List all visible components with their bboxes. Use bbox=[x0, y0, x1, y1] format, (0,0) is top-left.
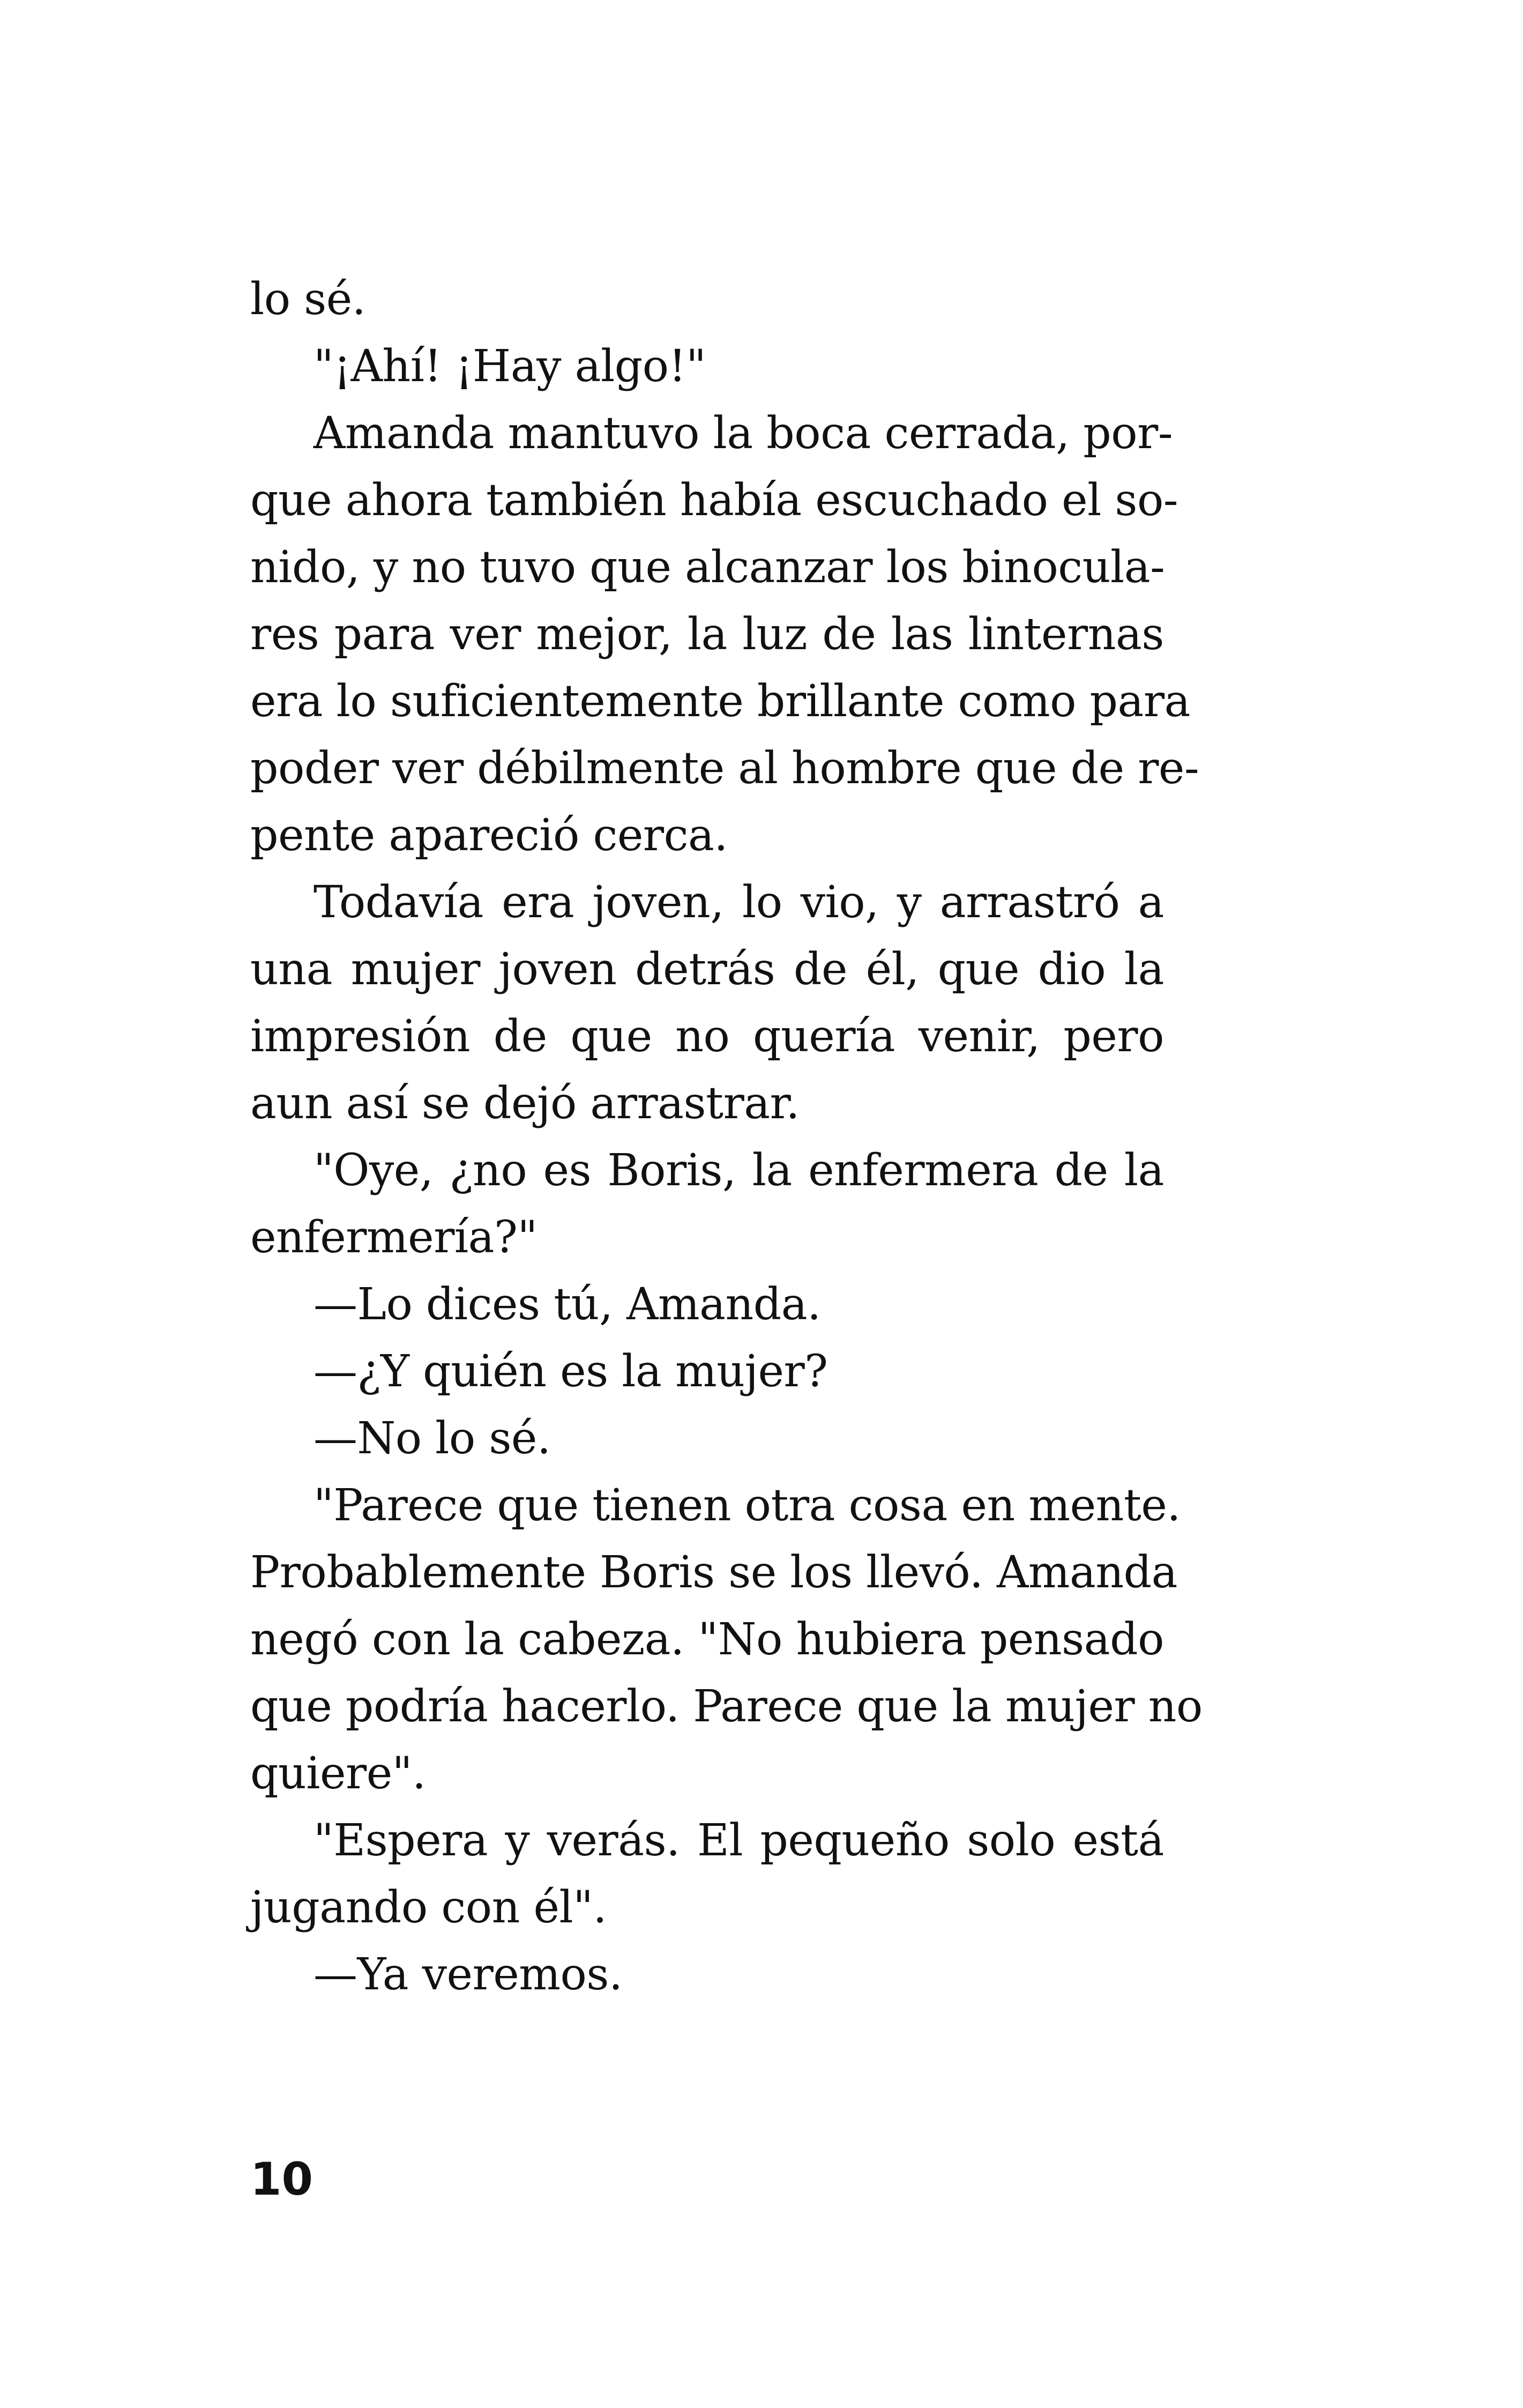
text-line: enfermería?" bbox=[250, 1212, 537, 1263]
text-line: "Oye, ¿no es Boris, la enfermera de la bbox=[313, 1145, 1164, 1196]
text-line: nido, y no tuvo que alcanzar los binocula- bbox=[250, 542, 1165, 593]
text-line: Todavía era joven, lo vio, y arrastró a bbox=[313, 877, 1164, 928]
text-line: pente apareció cerca. bbox=[250, 810, 728, 861]
text-line: era lo suficientemente brillante como para bbox=[250, 676, 1190, 727]
text-line: Amanda mantuvo la boca cerrada, por- bbox=[313, 408, 1173, 459]
text-line: quiere". bbox=[250, 1748, 426, 1799]
text-line: que podría hacerlo. Parece que la mujer no bbox=[250, 1681, 1203, 1732]
text-line: lo sé. bbox=[250, 274, 366, 325]
text-line: impresión de que no quería venir, pero bbox=[250, 1011, 1164, 1062]
text-line: —Ya veremos. bbox=[313, 1949, 623, 2000]
text-line: aun así se dejó arrastrar. bbox=[250, 1078, 800, 1129]
page-number: 10 bbox=[250, 2153, 313, 2205]
text-line: "Espera y verás. El pequeño solo está bbox=[313, 1815, 1164, 1866]
text-line: —¿Y quién es la mujer? bbox=[313, 1346, 828, 1397]
text-line: "Parece que tienen otra cosa en mente. bbox=[313, 1480, 1181, 1531]
text-line: poder ver débilmente al hombre que de re- bbox=[250, 743, 1199, 794]
text-line: Probablemente Boris se los llevó. Amanda bbox=[250, 1547, 1178, 1598]
text-line: negó con la cabeza. "No hubiera pensado bbox=[250, 1614, 1164, 1665]
text-line: jugando con él". bbox=[250, 1882, 607, 1933]
text-line: que ahora también había escuchado el so- bbox=[250, 475, 1178, 526]
body-text bbox=[250, 266, 1203, 2008]
text-line: —Lo dices tú, Amanda. bbox=[313, 1279, 821, 1330]
text-line: "¡Ahí! ¡Hay algo!" bbox=[313, 341, 706, 392]
text-line: —No lo sé. bbox=[313, 1413, 551, 1464]
text-line: una mujer joven detrás de él, que dio la bbox=[250, 944, 1164, 995]
text-line: res para ver mejor, la luz de las linternas bbox=[250, 609, 1164, 660]
